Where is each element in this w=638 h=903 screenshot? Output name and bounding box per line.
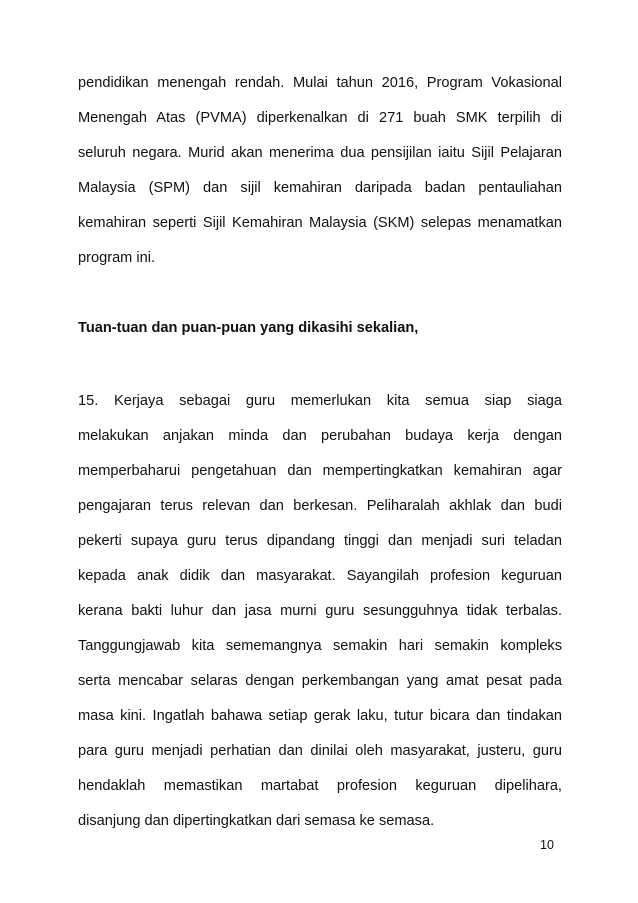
paragraph-line: melakukan anjakan minda dan perubahan budaya kerja dengan <box>78 428 562 444</box>
paragraph-continuation <box>78 66 562 276</box>
paragraph-line: pendidikan menengah rendah. Mulai tahun 2016, Program Vokasional <box>78 75 562 91</box>
paragraph-line: memperbaharui pengetahuan dan mempertingkatkan kemahiran agar <box>78 463 562 479</box>
paragraph-line: program ini. <box>78 250 156 266</box>
paragraph-line: kerana bakti luhur dan jasa murni guru sesungguhnya tidak terbalas. <box>78 603 562 619</box>
paragraph-line: Malaysia (SPM) dan sijil kemahiran daripada badan pentauliahan <box>78 180 562 196</box>
paragraph-line: seluruh negara. Murid akan menerima dua pensijilan iaitu Sijil Pelajaran <box>78 145 562 161</box>
paragraph-15 <box>78 384 562 839</box>
paragraph-line: masa kini. Ingatlah bahawa setiap gerak laku, tutur bicara dan tindakan <box>78 708 562 724</box>
paragraph-line: kepada anak didik dan masyarakat. Sayangilah profesion keguruan <box>78 568 562 584</box>
paragraph-line: disanjung dan dipertingkatkan dari semasa ke semasa. <box>78 813 435 829</box>
page-number: 10 <box>540 838 554 852</box>
paragraph-line: hendaklah memastikan martabat profesion keguruan dipelihara, <box>78 778 562 794</box>
paragraph-line: serta mencabar selaras dengan perkembangan yang amat pesat pada <box>78 673 562 689</box>
paragraph-line: pekerti supaya guru terus dipandang tinggi dan menjadi suri teladan <box>78 533 562 549</box>
paragraph-line: pengajaran terus relevan dan berkesan. Peliharalah akhlak dan budi <box>78 498 562 514</box>
paragraph-line: para guru menjadi perhatian dan dinilai oleh masyarakat, justeru, guru <box>78 743 562 759</box>
section-heading: Tuan-tuan dan puan-puan yang dikasihi sekalian, <box>78 320 419 336</box>
paragraph-line: kemahiran seperti Sijil Kemahiran Malaysia (SKM) selepas menamatkan <box>78 215 562 231</box>
paragraph-line: 15. Kerjaya sebagai guru memerlukan kita semua siap siaga <box>78 393 562 409</box>
paragraph-line: Tanggungjawab kita sememangnya semakin hari semakin kompleks <box>78 638 562 654</box>
paragraph-line: Menengah Atas (PVMA) diperkenalkan di 271 buah SMK terpilih di <box>78 110 562 126</box>
